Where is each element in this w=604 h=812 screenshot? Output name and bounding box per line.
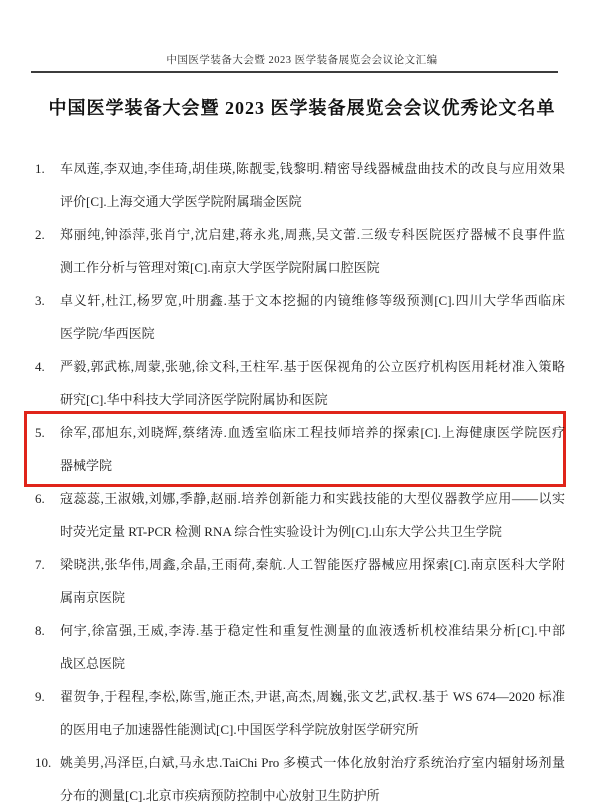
list-item-text (60, 350, 565, 416)
list-item (35, 680, 565, 746)
list-item (35, 284, 565, 350)
list-item-line: 医学院/华西医院 (60, 326, 155, 341)
list-item-line: 战区总医院 (60, 656, 126, 671)
list-item-line: 时荧光定量 RT-PCR 检测 RNA 综合性实验设计为例[C].山东大学公共卫生学院 (60, 524, 502, 539)
list-item-number: 7. (35, 557, 45, 572)
running-header: 中国医学装备大会暨 2023 医学装备展览会会议论文汇编 (166, 55, 438, 66)
list-item-line: 评价[C].上海交通大学医学院附属瑞金医院 (60, 194, 302, 209)
list-item-line: 姚美男,冯泽臣,白斌,马永忠.TaiChi Pro 多模式一体化放射治疗系统治疗室内辐射场剂量 (60, 755, 565, 770)
list-item-text (60, 614, 565, 680)
list-item-line: 器械学院 (60, 458, 113, 473)
paper-list (35, 152, 565, 812)
list-item-line: 的医用电子加速器性能测试[C].中国医学科学院放射医学研究所 (60, 722, 419, 737)
list-item-number: 1. (35, 161, 45, 176)
list-item-line: 车凤莲,李双迪,李佳琦,胡佳瑛,陈靓雯,钱黎明.精密导线器械盘曲技术的改良与应用效果 (60, 161, 565, 176)
list-item (35, 746, 565, 812)
list-item-number: 4. (35, 359, 45, 374)
list-item-line: 分布的测量[C].北京市疾病预防控制中心放射卫生防护所 (60, 788, 380, 803)
list-item (35, 614, 565, 680)
list-item (35, 152, 565, 218)
list-item-text (60, 482, 565, 548)
list-item (35, 548, 565, 614)
list-item-text (60, 680, 565, 746)
list-item-number: 9. (35, 689, 45, 704)
list-item-number: 2. (35, 227, 45, 242)
list-item-text (60, 416, 565, 482)
list-item-line: 郑丽纯,钟添萍,张肖宁,沈启建,蒋永兆,周燕,吴文蕾.三级专科医院医疗器械不良事件监 (60, 227, 565, 242)
list-item-line: 属南京医院 (60, 590, 126, 605)
list-item (35, 218, 565, 284)
list-item-number: 3. (35, 293, 45, 308)
page-title: 中国医学装备大会暨 2023 医学装备展览会会议优秀论文名单 (48, 98, 556, 118)
list-item (35, 350, 565, 416)
list-item-line: 严毅,郭武栋,周蒙,张驰,徐文科,王柱军.基于医保视角的公立医疗机构医用耗材准入策略 (60, 359, 565, 374)
list-item-text (60, 218, 565, 284)
header-rule-divider (31, 71, 558, 73)
list-item-line: 梁晓洪,张华伟,周鑫,余晶,王雨荷,秦航.人工智能医疗器械应用探索[C].南京医科大学附 (60, 557, 565, 572)
list-item-number: 5. (35, 425, 45, 440)
list-item-text (60, 548, 565, 614)
list-item-line: 徐军,邵旭东,刘晓辉,蔡绪涛.血透室临床工程技师培养的探索[C].上海健康医学院医疗 (60, 425, 565, 440)
list-item-line: 翟贺争,于程程,李松,陈雪,施正杰,尹谌,高杰,周巍,张文艺,武权.基于 WS 674—2020 标准 (60, 689, 565, 704)
list-item (35, 482, 565, 548)
list-item-line: 研究[C].华中科技大学同济医学院附属协和医院 (60, 392, 328, 407)
list-item-number: 8. (35, 623, 45, 638)
list-item-text (60, 152, 565, 218)
list-item-number: 6. (35, 491, 45, 506)
list-item-text (60, 284, 565, 350)
list-item (35, 416, 563, 482)
list-item-number: 10. (35, 755, 52, 770)
list-item-line: 测工作分析与管理对策[C].南京大学医学院附属口腔医院 (60, 260, 380, 275)
list-item-line: 卓义轩,杜江,杨罗宽,叶朋鑫.基于文本挖掘的内镜维修等级预测[C].四川大学华西临床 (60, 293, 565, 308)
list-item-text (60, 746, 565, 812)
list-item-line: 何宇,徐富强,王威,李涛.基于稳定性和重复性测量的血液透析机校准结果分析[C].中部 (60, 623, 565, 638)
highlight-box (24, 411, 566, 487)
list-item-line: 寇蕊蕊,王淑娥,刘娜,季静,赵丽.培养创新能力和实践技能的大型仪器教学应用——以实 (60, 491, 565, 506)
